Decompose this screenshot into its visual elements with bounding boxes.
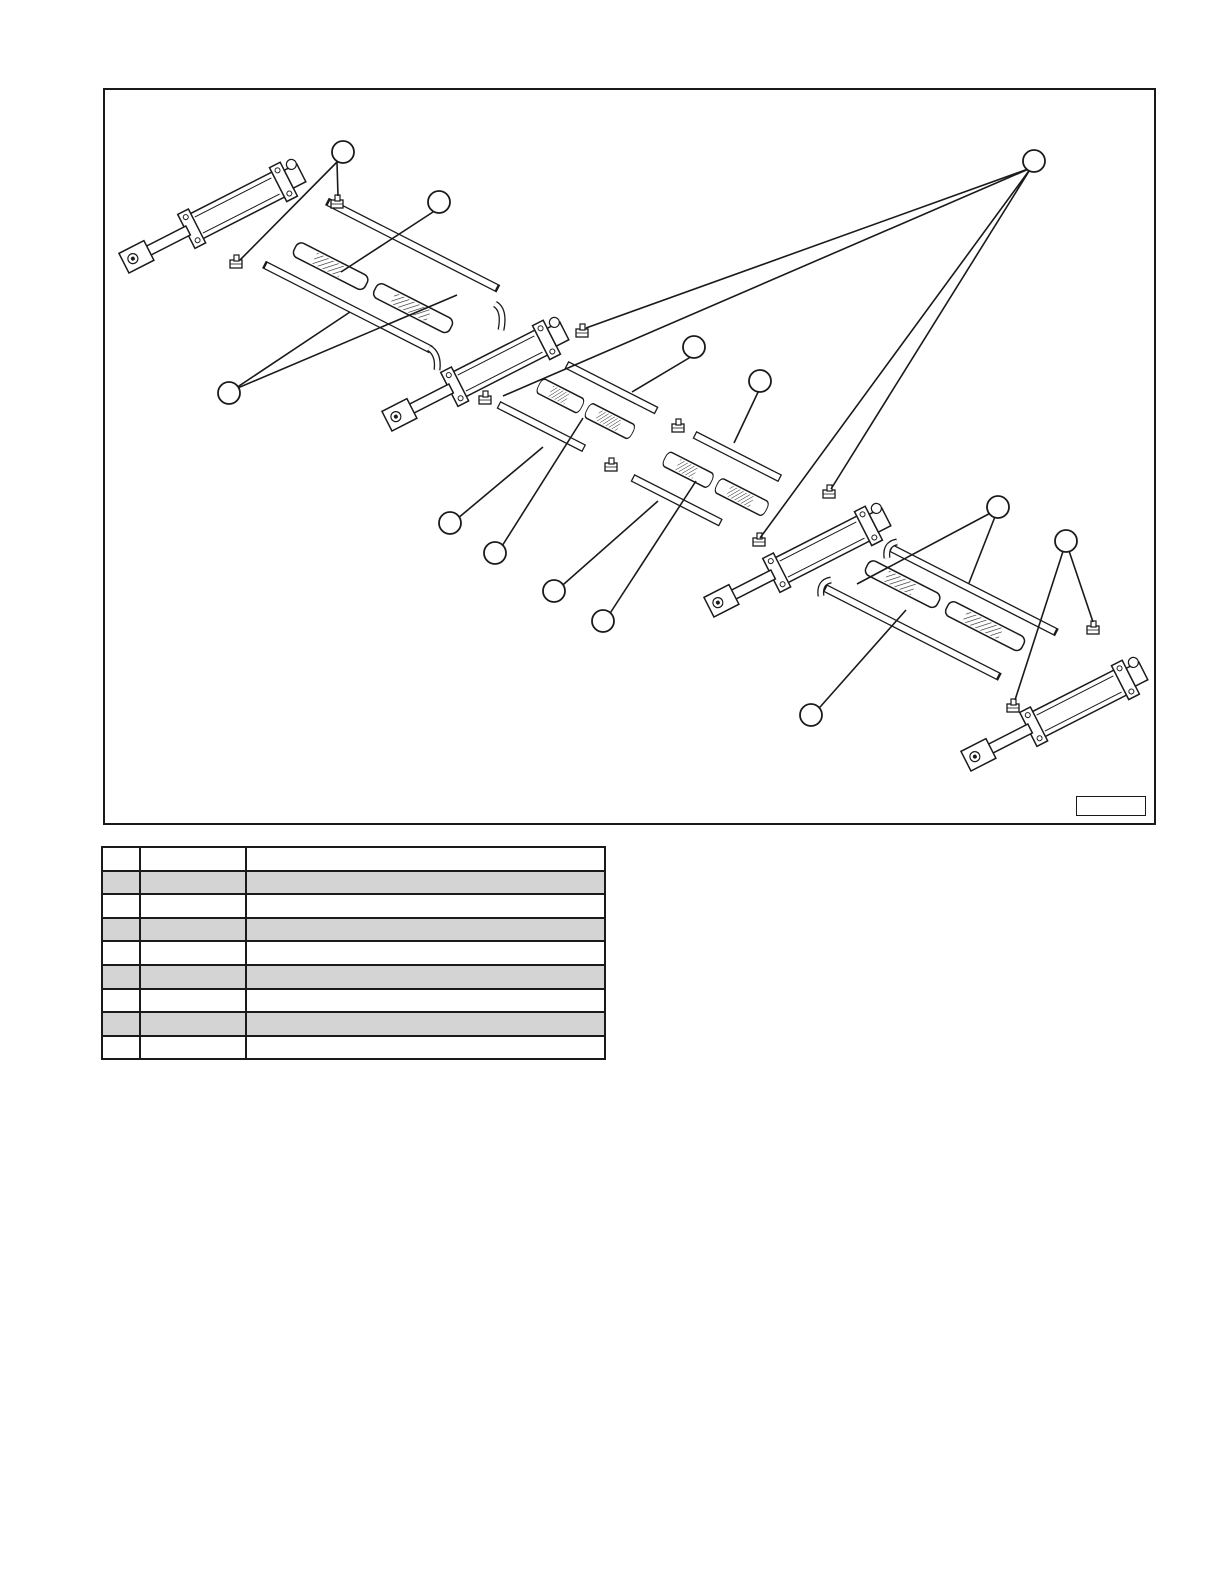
- exploded-view-figure: [103, 88, 1156, 825]
- cylinder-2: [378, 314, 573, 438]
- description-cell: [246, 894, 605, 918]
- part-number-cell: [140, 941, 246, 965]
- table-row: [102, 1012, 605, 1036]
- table-row: [102, 871, 605, 895]
- description-cell: [246, 918, 605, 942]
- parts-list-body: [102, 847, 605, 1059]
- figure-id-label: [1076, 796, 1146, 816]
- part-number-cell: [140, 989, 246, 1013]
- callout-1: [332, 141, 354, 163]
- description-cell: [246, 1036, 605, 1060]
- table-row: [102, 918, 605, 942]
- callout-11: [987, 496, 1009, 518]
- callout-7: [439, 512, 461, 534]
- callout-10: [592, 610, 614, 632]
- description-cell: [246, 965, 605, 989]
- callout-5: [683, 336, 705, 358]
- item-cell: [102, 894, 140, 918]
- callout-8: [484, 542, 506, 564]
- fitting-10: [1007, 699, 1019, 712]
- item-cell: [102, 871, 140, 895]
- callout-2: [428, 191, 450, 213]
- table-row: [102, 894, 605, 918]
- item-cell: [102, 989, 140, 1013]
- callout-3: [1023, 150, 1045, 172]
- parts-list-table: [101, 846, 606, 1060]
- hose-lower-right-b: [823, 585, 1000, 680]
- table-row: [102, 847, 605, 871]
- part-number-cell: [140, 847, 246, 871]
- table-row: [102, 965, 605, 989]
- callout-13: [800, 704, 822, 726]
- part-number-cell: [140, 871, 246, 895]
- description-cell: [246, 1012, 605, 1036]
- fitting-5: [672, 419, 684, 432]
- part-number-cell: [140, 1012, 246, 1036]
- fitting-6: [605, 458, 617, 471]
- table-row: [102, 1036, 605, 1060]
- callout-6: [749, 370, 771, 392]
- part-number-cell: [140, 965, 246, 989]
- description-cell: [246, 847, 605, 871]
- callout-12: [1055, 530, 1077, 552]
- table-row: [102, 989, 605, 1013]
- item-cell: [102, 1036, 140, 1060]
- item-cell: [102, 941, 140, 965]
- description-cell: [246, 871, 605, 895]
- leader-lines: [233, 162, 1093, 715]
- callout-balloons: [218, 141, 1077, 726]
- fitting-4: [479, 391, 491, 404]
- callout-9: [543, 580, 565, 602]
- item-cell: [102, 965, 140, 989]
- part-number-cell: [140, 1036, 246, 1060]
- fitting-9: [1087, 621, 1099, 634]
- description-cell: [246, 941, 605, 965]
- table-row: [102, 941, 605, 965]
- item-cell: [102, 918, 140, 942]
- item-cell: [102, 1012, 140, 1036]
- part-number-cell: [140, 894, 246, 918]
- description-cell: [246, 989, 605, 1013]
- fitting-2: [230, 255, 242, 268]
- callout-4: [218, 382, 240, 404]
- hydraulic-assembly-drawing: [105, 90, 1154, 823]
- part-number-cell: [140, 918, 246, 942]
- fitting-3: [576, 324, 588, 337]
- fitting-1: [331, 195, 343, 208]
- item-cell: [102, 847, 140, 871]
